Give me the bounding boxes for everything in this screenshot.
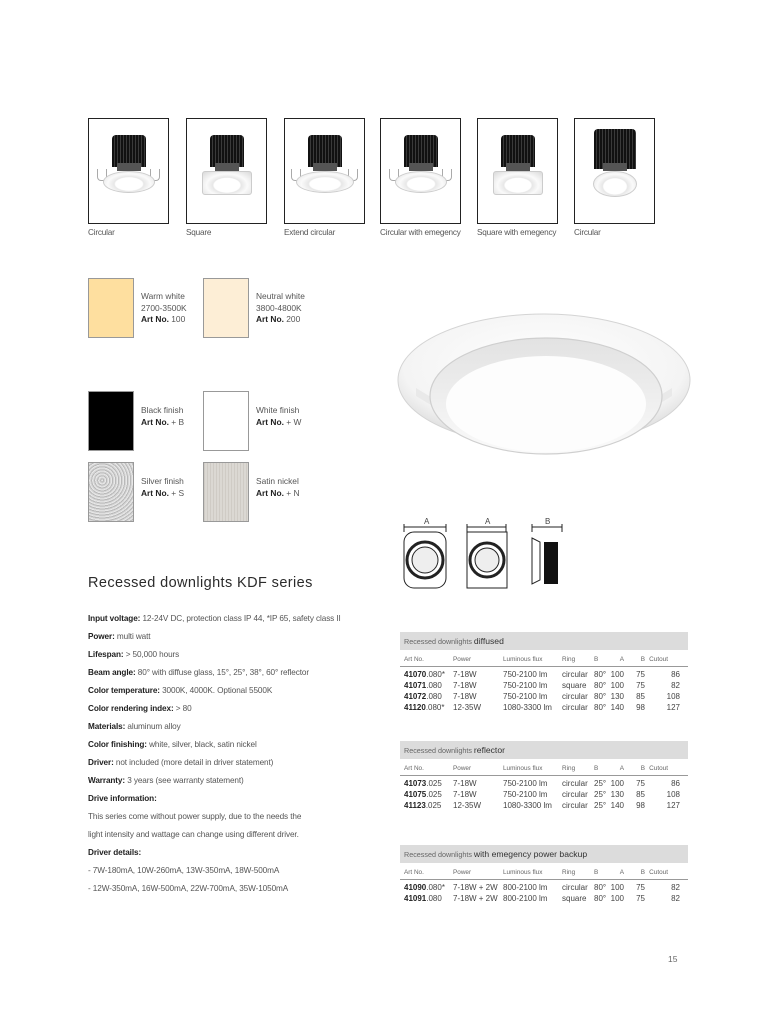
spec-label: Beam angle: bbox=[88, 668, 136, 677]
spec-item bbox=[88, 646, 388, 664]
table-header-name: with emegency power backup bbox=[473, 849, 588, 859]
spec-item bbox=[88, 682, 388, 700]
table-header bbox=[400, 632, 688, 650]
beam-value: 80° bbox=[594, 703, 607, 712]
spec-label: Power: bbox=[88, 632, 115, 641]
power-value: 7-18W bbox=[453, 692, 477, 701]
b-value: 75 bbox=[636, 883, 645, 892]
a-value: 130 bbox=[610, 692, 624, 701]
column-header-ring: Ring bbox=[562, 765, 576, 772]
product-variants bbox=[88, 118, 668, 238]
table-header bbox=[400, 741, 688, 759]
beam-value: 25° bbox=[594, 779, 607, 788]
ring-value: circular bbox=[562, 692, 588, 701]
art-number bbox=[404, 801, 441, 810]
table-row bbox=[400, 789, 688, 800]
spec-item bbox=[88, 610, 388, 628]
a-value: 140 bbox=[610, 703, 624, 712]
spec-label: Color temperature: bbox=[88, 686, 160, 695]
spec-item bbox=[88, 718, 388, 736]
art-number-suffix: .080* bbox=[426, 883, 445, 892]
table-column-headers bbox=[400, 764, 688, 776]
beam-value: 25° bbox=[594, 790, 607, 799]
art-number-suffix: .080 bbox=[426, 692, 442, 701]
swatch-silver-finish-text: Silver finish Art No. + S bbox=[141, 476, 185, 498]
flux-value: 750-2100 lm bbox=[503, 670, 548, 679]
spec-value: This series come without power supply, due to the needs the bbox=[88, 812, 302, 821]
b-value: 98 bbox=[636, 703, 645, 712]
table-row bbox=[400, 680, 688, 691]
b-value: 75 bbox=[636, 670, 645, 679]
swatch-black-finish bbox=[88, 391, 134, 451]
a-value: 100 bbox=[610, 883, 624, 892]
swatch-white-finish-text: White finish Art No. + W bbox=[256, 405, 302, 427]
dim-label-b: B bbox=[545, 518, 551, 526]
spec-label: Drive information: bbox=[88, 794, 157, 803]
variant-circular bbox=[88, 118, 169, 237]
beam-value: 80° bbox=[594, 681, 607, 690]
spec-value: > 50,000 hours bbox=[125, 650, 180, 659]
spec-value: 3 years (see warranty statement) bbox=[127, 776, 244, 785]
table-header-prefix: Recessed downlights bbox=[404, 746, 472, 755]
variant-image bbox=[477, 118, 558, 224]
variant-label: Circular with emegency bbox=[380, 228, 461, 237]
table-row bbox=[400, 669, 688, 680]
b-value: 85 bbox=[636, 692, 645, 701]
column-header-cutout: Cutout bbox=[649, 656, 668, 663]
art-number bbox=[404, 692, 442, 701]
table-row bbox=[400, 691, 688, 702]
art-number-suffix: .080 bbox=[426, 894, 442, 903]
variant-square-emergency bbox=[477, 118, 558, 237]
spec-item bbox=[88, 754, 388, 772]
beam-value: 80° bbox=[594, 692, 607, 701]
art-number-suffix: .025 bbox=[426, 779, 442, 788]
ring-value: circular bbox=[562, 779, 588, 788]
variant-image bbox=[88, 118, 169, 224]
swatch-neutral-white-text: Neutral white 3800-4800K Art No. 200 bbox=[256, 291, 305, 325]
spec-value: - 12W-350mA, 16W-500mA, 22W-700mA, 35W-1050mA bbox=[88, 884, 289, 893]
swatch-silver-finish bbox=[88, 462, 134, 522]
column-header-beam: B bbox=[594, 765, 599, 772]
table-column-headers bbox=[400, 655, 688, 667]
flux-value: 750-2100 lm bbox=[503, 692, 548, 701]
power-value: 12-35W bbox=[453, 703, 482, 712]
ring-value: square bbox=[562, 681, 587, 690]
b-value: 75 bbox=[636, 681, 645, 690]
spec-value: aluminum alloy bbox=[127, 722, 181, 731]
cutout-value: 82 bbox=[671, 894, 680, 903]
dimension-drawings bbox=[402, 518, 572, 598]
table-header-prefix: Recessed downlights bbox=[404, 637, 472, 646]
art-number bbox=[404, 681, 442, 690]
table-diffused bbox=[400, 632, 688, 713]
art-number-main: 41123 bbox=[404, 801, 426, 810]
swatch-satin-nickel bbox=[203, 462, 249, 522]
power-value: 7-18W bbox=[453, 779, 477, 788]
column-header-a: A bbox=[619, 869, 624, 876]
table-row bbox=[400, 702, 688, 713]
b-value: 98 bbox=[636, 801, 645, 810]
column-header-ring: Ring bbox=[562, 869, 576, 876]
column-header-b: B bbox=[640, 656, 645, 663]
column-header-b: B bbox=[640, 765, 645, 772]
table-row bbox=[400, 778, 688, 789]
art-number bbox=[404, 894, 442, 903]
table-header-name: diffused bbox=[473, 636, 504, 646]
a-value: 100 bbox=[610, 779, 624, 788]
column-header-a: A bbox=[619, 656, 624, 663]
swatch-satin-nickel-text: Satin nickel Art No. + N bbox=[256, 476, 300, 498]
power-value: 7-18W bbox=[453, 790, 477, 799]
ring-value: circular bbox=[562, 801, 588, 810]
dim-label-a2: A bbox=[485, 518, 491, 526]
spec-value: 80° with diffuse glass, 15°, 25°, 38°, 60° reflector bbox=[137, 668, 310, 677]
spec-label: Driver details: bbox=[88, 848, 142, 857]
art-number-main: 41070 bbox=[404, 670, 427, 679]
column-header-beam: B bbox=[594, 656, 599, 663]
column-header-art: Art No. bbox=[404, 765, 424, 772]
trim-ring-graphic bbox=[103, 171, 155, 193]
trim-ring-graphic bbox=[593, 171, 637, 197]
cutout-value: 82 bbox=[671, 883, 680, 892]
spec-value: multi watt bbox=[116, 632, 151, 641]
beam-value: 80° bbox=[594, 670, 607, 679]
ring-value: circular bbox=[562, 703, 588, 712]
cutout-value: 108 bbox=[666, 692, 680, 701]
art-number-suffix: .080* bbox=[426, 670, 445, 679]
art-number-main: 41090 bbox=[404, 883, 427, 892]
spec-value: not included (more detail in driver statement) bbox=[115, 758, 274, 767]
column-header-power: Power bbox=[453, 765, 472, 772]
art-number-suffix: .025 bbox=[426, 790, 442, 799]
spec-item bbox=[88, 772, 388, 790]
spec-item bbox=[88, 880, 388, 898]
power-value: 7-18W bbox=[453, 670, 477, 679]
table-emergency bbox=[400, 845, 688, 904]
spec-label: Lifespan: bbox=[88, 650, 124, 659]
ring-value: circular bbox=[562, 883, 588, 892]
column-header-flux: Luminous flux bbox=[503, 869, 543, 876]
variant-label: Square with emegency bbox=[477, 228, 557, 237]
variant-image bbox=[186, 118, 267, 224]
variant-image bbox=[380, 118, 461, 224]
spec-item bbox=[88, 844, 388, 862]
cutout-value: 108 bbox=[666, 790, 680, 799]
trim-ring-graphic bbox=[202, 171, 252, 195]
table-reflector bbox=[400, 741, 688, 811]
beam-value: 80° bbox=[594, 883, 607, 892]
table-header-name: reflector bbox=[473, 745, 505, 755]
spec-label: Warranty: bbox=[88, 776, 126, 785]
variant-square bbox=[186, 118, 267, 237]
spec-label: Materials: bbox=[88, 722, 126, 731]
power-value: 7-18W bbox=[453, 681, 477, 690]
flux-value: 1080-3300 lm bbox=[503, 703, 552, 712]
downlight-product-image bbox=[396, 300, 692, 468]
variant-image bbox=[574, 118, 655, 224]
beam-value: 25° bbox=[594, 801, 607, 810]
ring-value: square bbox=[562, 894, 587, 903]
b-value: 75 bbox=[636, 894, 645, 903]
art-number-main: 41091 bbox=[404, 894, 427, 903]
variant-label: Square bbox=[186, 228, 212, 237]
swatch-white-finish bbox=[203, 391, 249, 451]
spec-value: 12-24V DC, protection class IP 44, *IP 65, safety class II bbox=[142, 614, 341, 623]
art-number bbox=[404, 670, 445, 679]
cutout-value: 127 bbox=[666, 801, 680, 810]
cutout-value: 127 bbox=[666, 703, 680, 712]
table-column-headers bbox=[400, 868, 688, 880]
variant-extend-circular bbox=[284, 118, 365, 237]
b-value: 75 bbox=[636, 779, 645, 788]
trim-ring-graphic bbox=[493, 171, 543, 195]
art-number-main: 41075 bbox=[404, 790, 427, 799]
cutout-value: 86 bbox=[671, 779, 680, 788]
flux-value: 1080-3300 lm bbox=[503, 801, 552, 810]
flux-value: 800-2100 lm bbox=[503, 894, 548, 903]
spec-value: - 7W-180mA, 10W-260mA, 13W-350mA, 18W-500mA bbox=[88, 866, 280, 875]
column-header-art: Art No. bbox=[404, 869, 424, 876]
table-row bbox=[400, 893, 688, 904]
art-number-main: 41120 bbox=[404, 703, 426, 712]
trim-ring-graphic bbox=[395, 171, 447, 193]
swatch-warm-white-text: Warm white 2700-3500K Art No. 100 bbox=[141, 291, 187, 325]
trim-ring-graphic bbox=[296, 171, 354, 193]
variant-label: Circular bbox=[574, 228, 601, 237]
art-number-main: 41072 bbox=[404, 692, 427, 701]
spec-item bbox=[88, 736, 388, 754]
table-row bbox=[400, 800, 688, 811]
table-header bbox=[400, 845, 688, 863]
column-header-art: Art No. bbox=[404, 656, 424, 663]
variant-image bbox=[284, 118, 365, 224]
ring-value: circular bbox=[562, 790, 588, 799]
table-header-prefix: Recessed downlights bbox=[404, 850, 472, 859]
art-number-main: 41071 bbox=[404, 681, 427, 690]
column-header-b: B bbox=[640, 869, 645, 876]
spec-value: white, silver, black, satin nickel bbox=[149, 740, 257, 749]
variant-label: Extend circular bbox=[284, 228, 336, 237]
spec-item bbox=[88, 790, 388, 808]
cutout-value: 82 bbox=[671, 681, 680, 690]
a-value: 130 bbox=[610, 790, 624, 799]
column-header-cutout: Cutout bbox=[649, 869, 668, 876]
art-number-suffix: .080 bbox=[426, 681, 442, 690]
spec-list bbox=[88, 610, 388, 898]
spec-item bbox=[88, 664, 388, 682]
art-number-main: 41073 bbox=[404, 779, 427, 788]
spec-item bbox=[88, 700, 388, 718]
column-header-ring: Ring bbox=[562, 656, 576, 663]
flux-value: 800-2100 lm bbox=[503, 883, 548, 892]
b-value: 85 bbox=[636, 790, 645, 799]
swatch-warm-white bbox=[88, 278, 134, 338]
spec-label: Driver: bbox=[88, 758, 114, 767]
spec-item bbox=[88, 826, 388, 844]
spec-value: > 80 bbox=[175, 704, 192, 713]
spec-label: Color rendering index: bbox=[88, 704, 174, 713]
a-value: 100 bbox=[610, 670, 624, 679]
art-number bbox=[404, 790, 442, 799]
a-value: 140 bbox=[610, 801, 624, 810]
art-number-suffix: .025 bbox=[425, 801, 442, 810]
a-value: 100 bbox=[610, 681, 624, 690]
power-value: 7-18W + 2W bbox=[453, 894, 498, 903]
art-number bbox=[404, 779, 442, 788]
flux-value: 750-2100 lm bbox=[503, 779, 548, 788]
a-value: 100 bbox=[610, 894, 624, 903]
art-number-suffix: .080* bbox=[425, 703, 445, 712]
column-header-flux: Luminous flux bbox=[503, 765, 543, 772]
spec-item bbox=[88, 862, 388, 880]
variant-label: Circular bbox=[88, 228, 115, 237]
spec-item bbox=[88, 808, 388, 826]
variant-circular-emergency bbox=[380, 118, 461, 237]
spec-label: Color finishing: bbox=[88, 740, 147, 749]
table-row bbox=[400, 882, 688, 893]
column-header-flux: Luminous flux bbox=[503, 656, 543, 663]
spec-label: Input voltage: bbox=[88, 614, 141, 623]
column-header-beam: B bbox=[594, 869, 599, 876]
swatch-neutral-white bbox=[203, 278, 249, 338]
spec-value: light intensity and wattage can change using different driver. bbox=[88, 830, 299, 839]
swatch-black-finish-text: Black finish Art No. + B bbox=[141, 405, 185, 427]
beam-value: 80° bbox=[594, 894, 607, 903]
column-header-power: Power bbox=[453, 869, 472, 876]
page-number: 15 bbox=[668, 954, 678, 964]
art-number bbox=[404, 883, 445, 892]
power-value: 7-18W + 2W bbox=[453, 883, 498, 892]
spec-value: 3000K, 4000K. Optional 5500K bbox=[162, 686, 273, 695]
spec-item bbox=[88, 628, 388, 646]
variant-circular-large bbox=[574, 118, 655, 237]
power-value: 12-35W bbox=[453, 801, 482, 810]
dim-label-a1: A bbox=[424, 518, 430, 526]
column-header-cutout: Cutout bbox=[649, 765, 668, 772]
cutout-value: 86 bbox=[671, 670, 680, 679]
ring-value: circular bbox=[562, 670, 588, 679]
flux-value: 750-2100 lm bbox=[503, 681, 548, 690]
column-header-power: Power bbox=[453, 656, 472, 663]
art-number bbox=[404, 703, 445, 712]
column-header-a: A bbox=[619, 765, 624, 772]
flux-value: 750-2100 lm bbox=[503, 790, 548, 799]
page-title: Recessed downlights KDF series bbox=[88, 575, 313, 591]
